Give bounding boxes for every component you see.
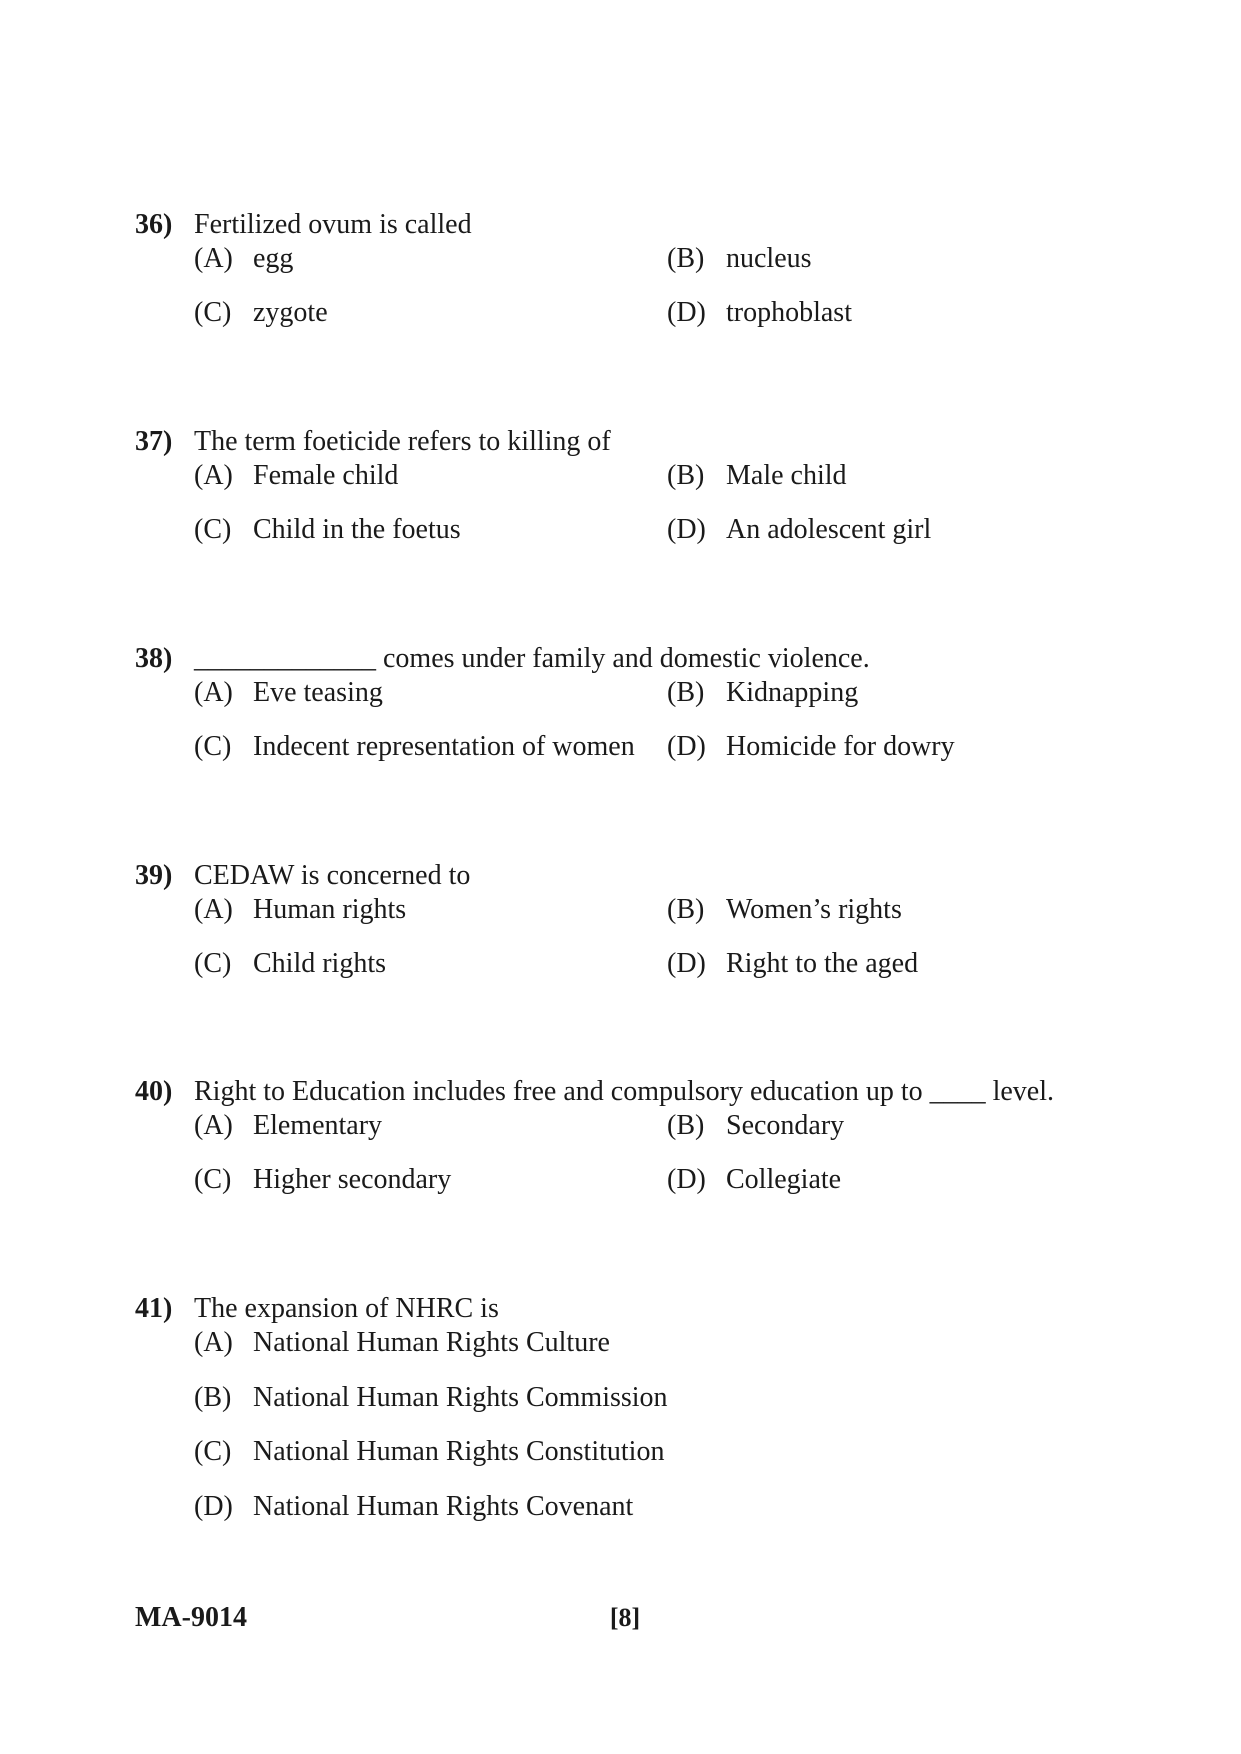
option-label: (D) (194, 1491, 233, 1522)
option-text: National Human Rights Covenant (253, 1491, 634, 1522)
question-39 (135, 856, 1135, 979)
option-text: An adolescent girl (726, 514, 932, 545)
option-text: Collegiate (726, 1164, 842, 1195)
option-label: (B) (667, 243, 705, 274)
option-text: zygote (253, 297, 328, 328)
option-text: National Human Rights Constitution (253, 1436, 665, 1467)
option-text: Male child (726, 460, 847, 491)
option-text: Kidnapping (726, 677, 859, 708)
option-label: (A) (194, 1327, 233, 1358)
question-text: The expansion of NHRC is (194, 1293, 499, 1324)
option-label: (D) (667, 297, 706, 328)
option-label: (C) (194, 948, 232, 979)
option-label: (D) (667, 731, 706, 762)
option-label: (D) (667, 948, 706, 979)
question-40 (135, 1072, 1135, 1195)
question-number: 37) (135, 426, 173, 457)
page-number: [8] (609, 1603, 641, 1632)
option-label: (A) (194, 1110, 233, 1141)
option-label: (A) (194, 460, 233, 491)
option-text: Eve teasing (253, 677, 383, 708)
option-text: National Human Rights Commission (253, 1382, 668, 1413)
option-label: (C) (194, 514, 232, 545)
option-label: (A) (194, 677, 233, 708)
option-label: (D) (667, 1164, 706, 1195)
question-41 (135, 1289, 1135, 1522)
option-label: (C) (194, 1436, 232, 1467)
question-number: 40) (135, 1076, 173, 1107)
question-text: Fertilized ovum is called (194, 209, 472, 240)
question-number: 36) (135, 209, 173, 240)
option-text: nucleus (726, 243, 812, 274)
option-text: National Human Rights Culture (253, 1327, 610, 1358)
option-label: (B) (667, 1110, 705, 1141)
option-text: Women’s rights (726, 894, 902, 925)
option-label: (C) (194, 731, 232, 762)
option-label: (B) (194, 1382, 232, 1413)
option-text: Child rights (253, 948, 387, 979)
option-text: Elementary (253, 1110, 383, 1141)
question-text: Right to Education includes free and compulsory education up to ____ level. (194, 1076, 1055, 1107)
option-text: Right to the aged (726, 948, 919, 979)
option-label: (B) (667, 894, 705, 925)
question-text: CEDAW is concerned to (194, 860, 471, 891)
option-text: trophoblast (726, 297, 852, 328)
option-text: Secondary (726, 1110, 845, 1141)
question-38 (135, 639, 1135, 762)
question-text: _____________ comes under family and domestic violence. (194, 643, 870, 674)
option-text: Female child (253, 460, 399, 491)
question-number: 41) (135, 1293, 173, 1324)
option-text: Homicide for dowry (726, 731, 955, 762)
question-37 (135, 422, 1135, 545)
option-label: (B) (667, 460, 705, 491)
question-number: 39) (135, 860, 173, 891)
question-36 (135, 205, 1135, 328)
option-text: Human rights (253, 894, 407, 925)
question-text: The term foeticide refers to killing of (194, 426, 611, 457)
question-number: 38) (135, 643, 173, 674)
option-label: (C) (194, 1164, 232, 1195)
option-label: (D) (667, 514, 706, 545)
option-text: egg (253, 243, 294, 274)
option-label: (A) (194, 894, 233, 925)
option-text: Child in the foetus (253, 514, 461, 545)
option-text: Indecent representation of women (253, 731, 635, 762)
option-label: (C) (194, 297, 232, 328)
option-label: (A) (194, 243, 233, 274)
option-label: (B) (667, 677, 705, 708)
option-text: Higher secondary (253, 1164, 452, 1195)
paper-code: MA-9014 (135, 1602, 247, 1633)
